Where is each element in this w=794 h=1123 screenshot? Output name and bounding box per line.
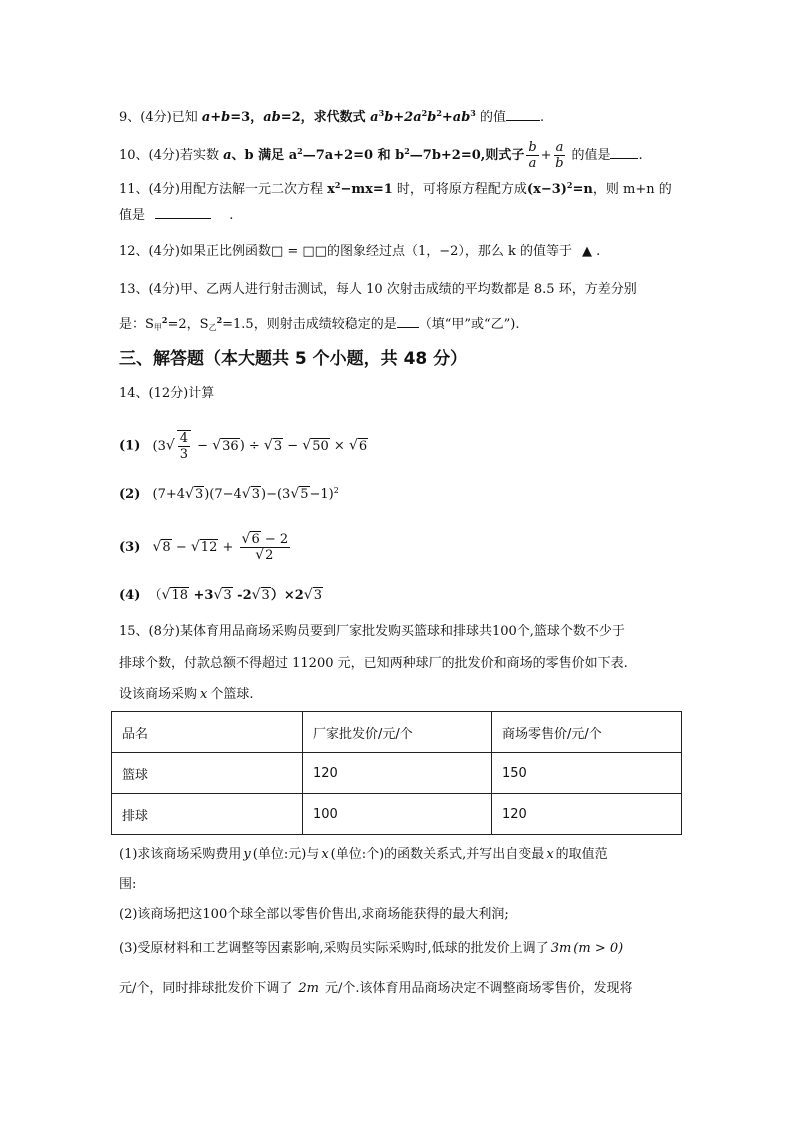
fraction-b-over-a: $\frac{b}{a}$ (528, 140, 537, 171)
question-15-line-1: 15、(8分)某体育用品商场采购员要到厂家批发购买篮球和排球共100个,篮球个数不少于 (119, 624, 625, 639)
question-10: 10、(4分)若实数 a、b 满足 $a^2—7a+2=0$ 和 $b^2—7b+2=0$,则式子 $\frac{b}{a}$ + $\frac{a}{b}$ 的值是 . (119, 140, 643, 171)
question-13-line-1: 13、(4分)甲、乙两人进行射击测试，每人 10 次射击成绩的平均数都是 8.5 环，方差分别 (119, 282, 637, 297)
answer-blank (155, 206, 211, 219)
triangle-icon: ▲ (582, 244, 593, 259)
question-9: 9、(4分)已知 a+b=3，ab=2，求代数式 $a^3b+2a^2b^2+ab^3$ 的值 . (119, 108, 545, 125)
table-cell: 120 (492, 794, 682, 835)
question-15-line-2: 排球个数，付款总额不得超过 11200 元，已知两种球厂的批发价和商场的零售价如下表. (119, 656, 628, 671)
table-header-cell: 商场零售价/元/个 (492, 712, 682, 753)
question-11-line-2: 值是 . (119, 208, 234, 223)
q15-sub-1-line-1: (1)求该商场采购费用 y (单位:元)与 x (单位:个)的函数关系式,并写出自变最 x 的取值范 (119, 847, 608, 862)
fraction-sqrt6-minus-2-over-sqrt2: $\frac{√6 - 2}{√2}$ (241, 531, 289, 563)
table-header-cell: 厂家批发价/元/个 (303, 712, 492, 753)
answer-blank (397, 315, 419, 328)
table-cell: 150 (492, 753, 682, 794)
q14-part-1: (1) (3√ $\frac{4}{3}$ − √36) ÷ √3 − √50 × √6 (119, 431, 368, 462)
question-13-line-2: 是：$S_甲^2=2$，$S_乙^2=1.5$，则射击成绩较稳定的是 （填“甲”或“乙”). (119, 315, 520, 332)
table-cell: 100 (303, 794, 492, 835)
q14-part-3: (3) √8 − √12 + $\frac{√6 - 2}{√2}$ (119, 531, 289, 563)
table-header-row (112, 712, 682, 753)
q15-sub-3-line-2: 元/个，同时排球批发价下调了 2m 元/个.该体育用品商场决定不调整商场零售价，发现将 (119, 981, 633, 996)
question-11-line-1: 11、(4分)用配方法解一元二次方程 $x^2-mx=1$ 时，可将原方程配方成$(x-3)^2=n$，则 m+n 的 (119, 180, 672, 197)
answer-blank (506, 108, 540, 121)
question-15-line-3: 设该商场采购 x 个篮球. (119, 687, 254, 702)
q15-sub-1-line-2: 围: (119, 877, 137, 892)
answer-blank (610, 146, 638, 159)
q15-sub-2: (2)该商场把这100个球全部以零售价售出,求商场能获得的最大利润; (119, 907, 509, 922)
table-header-cell: 品名 (112, 712, 303, 753)
price-table (111, 711, 682, 835)
q14-part-4: (4) （√18 +3√3 -2√3）×2√3 (119, 587, 322, 603)
q15-sub-3-line-1: (3)受原材料和工艺调整等因素影响,采购员实际采购时,低球的批发价上调了 3m (m > 0) (119, 941, 624, 956)
section-heading: 三、解答题（本大题共 5 个小题，共 48 分） (119, 349, 468, 369)
table-cell: 篮球 (112, 753, 303, 794)
table-row (112, 753, 682, 794)
table-cell: 排球 (112, 794, 303, 835)
q14-part-2: (2) $(7+4√3)(7-4√3)-(3√5-1)^2$ (119, 486, 339, 502)
question-14-header: 14、(12分)计算 (119, 386, 215, 401)
fraction-a-over-b: $\frac{a}{b}$ (555, 140, 564, 171)
table-cell: 120 (303, 753, 492, 794)
question-12: 12、(4分)如果正比例函数□ = □□的图象经过点（1，−2），那么 k 的值等于 ▲ . (119, 244, 601, 259)
table-row (112, 794, 682, 835)
